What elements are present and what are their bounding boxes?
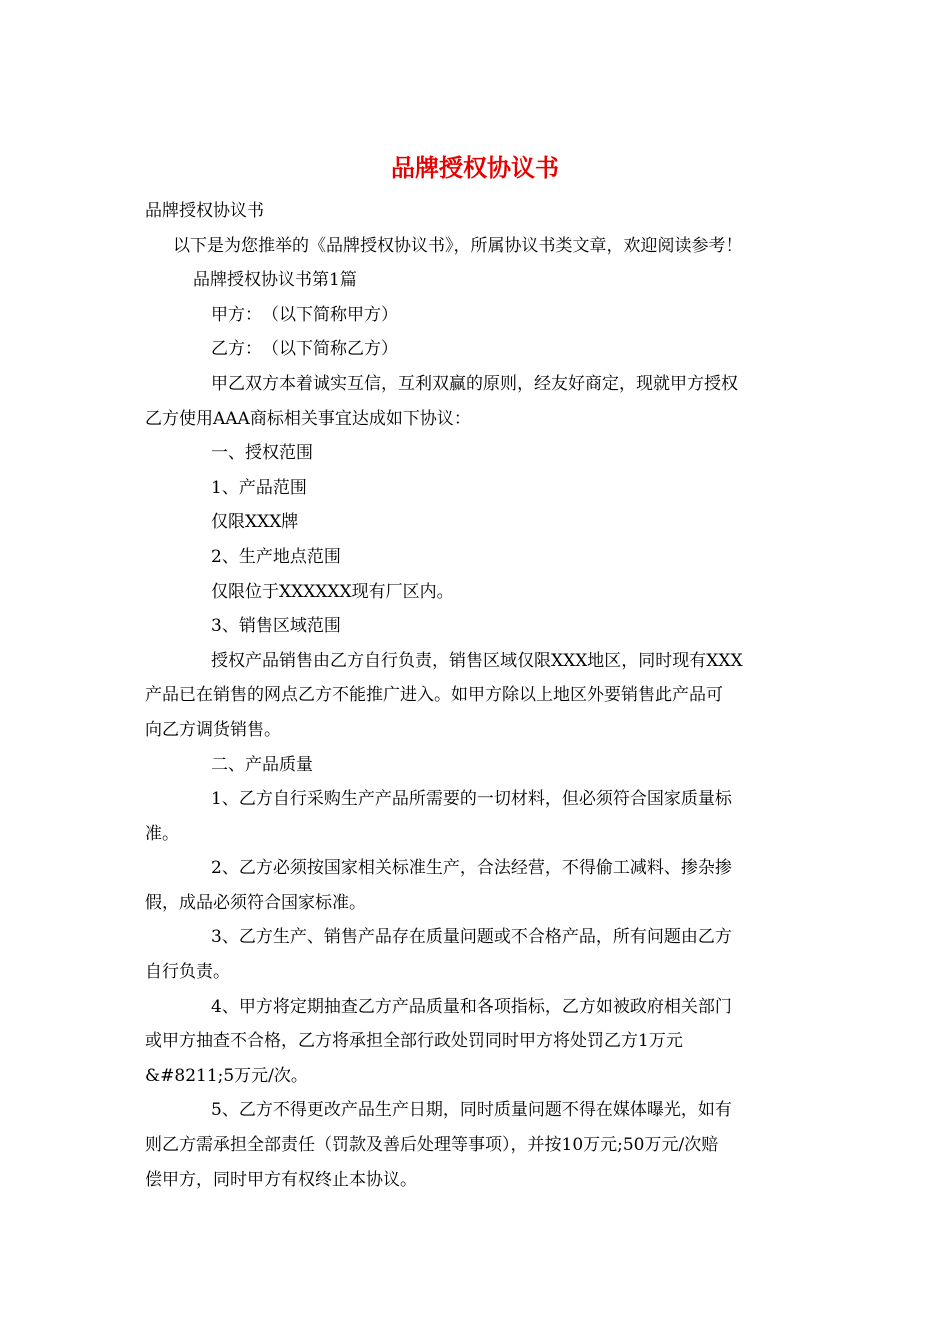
text-line: 假，成品必须符合国家标准。 [145,892,366,913]
text-line: 甲方： （以下简称甲方） [211,304,398,325]
document-body [145,194,810,1197]
text-line: 1、乙方自行采购生产产品所需要的一切材料，但必须符合国家质量标 [211,789,732,810]
text-line: 5、乙方不得更改产品生产日期，同时质量问题不得在媒体曝光，如有 [211,1100,732,1121]
text-line: 则乙方需承担全部责任（罚款及善后处理等事项），并按10万元;50万元/次赔 [145,1135,719,1156]
text-line: 仅限位于XXXXXX现有厂区内。 [211,581,454,602]
text-line: 2、生产地点范围 [211,546,341,567]
text-line: 乙方： （以下简称乙方） [211,339,398,360]
text-line: 甲乙双方本着诚实互信，互利双赢的原则，经友好商定，现就甲方授权 [211,373,738,394]
text-line: 产品已在销售的网点乙方不能推广进入。如甲方除以上地区外要销售此产品可 [145,685,723,706]
text-line: 3、乙方生产、销售产品存在质量问题或不合格产品，所有问题由乙方 [211,927,732,948]
text-line: 仅限XXX牌 [211,512,299,533]
text-line: 授权产品销售由乙方自行负责，销售区域仅限XXX地区，同时现有XXX [211,650,743,671]
text-line: 以下是为您推举的《品牌授权协议书》，所属协议书类文章，欢迎阅读参考！ [173,235,743,256]
text-line: 乙方使用AAA商标相关事宜达成如下协议： [145,408,471,429]
text-line: 向乙方调货销售。 [145,719,281,740]
text-line: 或甲方抽查不合格，乙方将承担全部行政处罚同时甲方将处罚乙方1万元 [145,1031,683,1052]
text-line: 自行负责。 [145,962,230,983]
text-line: 二、产品质量 [211,754,313,775]
text-line: 品牌授权协议书第1篇 [193,270,357,291]
text-line: 品牌授权协议书 [145,201,264,221]
text-line: 3、销售区域范围 [211,616,341,637]
document-title: 品牌授权协议书 [391,153,559,182]
text-line: 偿甲方，同时甲方有权终止本协议。 [145,1169,417,1190]
text-line: 一、授权范围 [211,443,313,464]
text-line: 2、乙方必须按国家相关标准生产，合法经营，不得偷工减料、掺杂掺 [211,858,732,879]
text-line: 1、产品范围 [211,477,307,498]
text-line: &#8211;5万元/次。 [145,1065,308,1086]
text-line: 4、甲方将定期抽查乙方产品质量和各项指标，乙方如被政府相关部门 [211,996,732,1017]
text-line: 准。 [145,823,179,844]
